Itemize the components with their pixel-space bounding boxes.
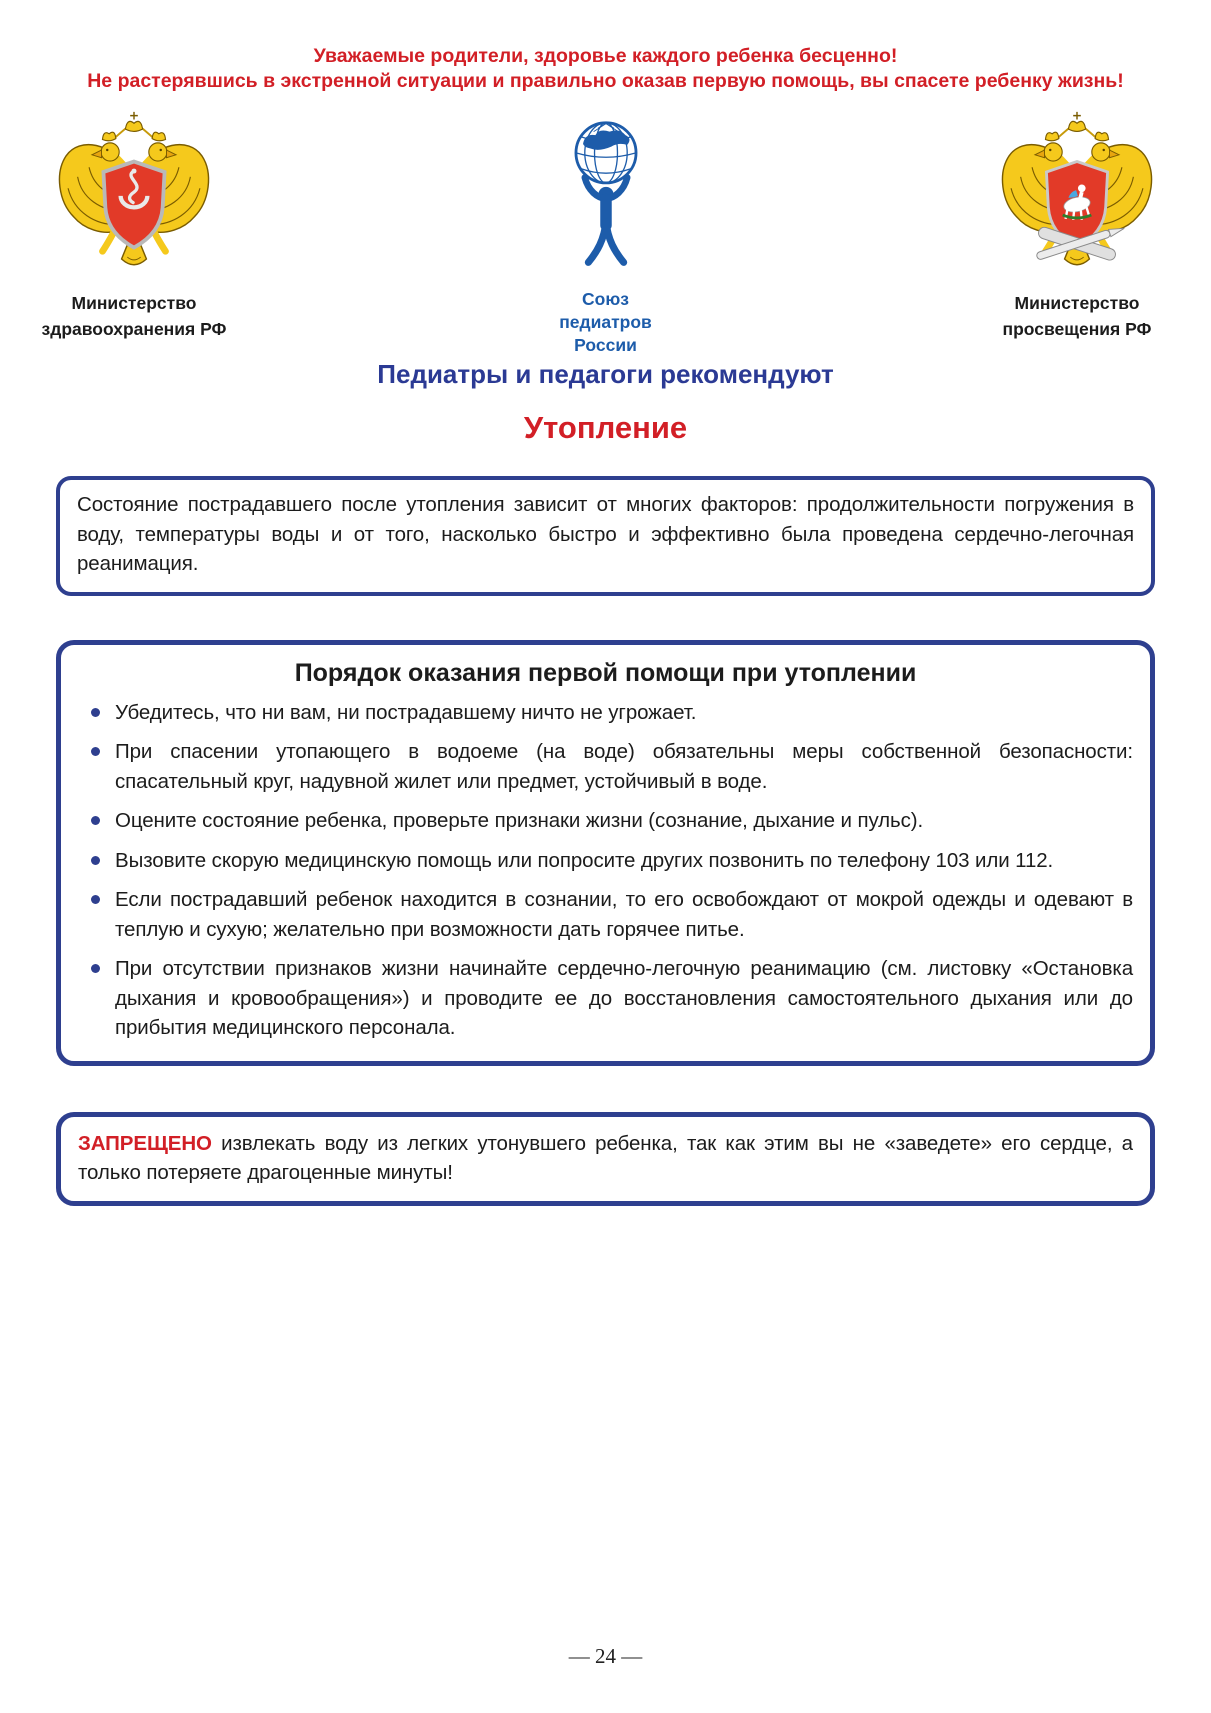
- warning-text: [78, 1129, 1133, 1188]
- list-item-text: Оцените состояние ребенка, проверьте признаки жизни (сознание, дыхание и пульс).: [115, 809, 924, 832]
- list-item: [78, 885, 1133, 944]
- page-title: Утопление: [523, 410, 688, 445]
- list-item: [78, 806, 1133, 836]
- list-item: [78, 954, 1133, 1043]
- first-aid-steps-list: [78, 698, 1133, 1043]
- health-ministry-label: Министерство здравоохранения РФ: [41, 293, 227, 339]
- list-item: [78, 846, 1133, 876]
- bullet-icon: [91, 895, 100, 904]
- pediatric-union-logo-icon: [553, 108, 659, 286]
- subtitle: Педиатры и педагоги рекомендуют: [377, 359, 834, 389]
- parents-note: [0, 44, 1211, 94]
- page-number: — 24 —: [568, 1644, 643, 1668]
- org-pediatric-union: [268, 108, 943, 357]
- list-item-text: При спасении утопающего в водоеме (на воде) обязательны меры собственной безопасности: спасательный круг, надувной жилет или предмет, устойчивый в воде.: [115, 740, 1133, 793]
- education-ministry-label: Министерство просвещения РФ: [1002, 293, 1152, 339]
- bullet-icon: [91, 708, 100, 717]
- forbidden-label: ЗАПРЕЩЕНО: [78, 1131, 212, 1155]
- list-item-text: Убедитесь, что ни вам, ни пострадавшему ничто не угрожает.: [115, 700, 697, 724]
- bullet-icon: [91, 964, 100, 973]
- bullet-icon: [91, 816, 100, 825]
- organisations-row: [0, 108, 1211, 357]
- org-health-ministry: [0, 108, 268, 342]
- warning-box: [56, 1112, 1155, 1206]
- health-ministry-emblem-icon: [50, 108, 218, 280]
- intro-box: [56, 476, 1155, 596]
- list-item-text: Если пострадавший ребенок находится в сознании, то его освобождают от мокрой одежды и одевают в теплую и сухую; желательно при возможности дать горячее питье.: [115, 888, 1133, 941]
- list-item: [78, 737, 1133, 796]
- education-ministry-emblem-icon: [993, 108, 1161, 280]
- org-education-ministry: [943, 108, 1211, 342]
- first-aid-box: [56, 640, 1155, 1066]
- note-line1: Уважаемые родители, здоровье каждого ребенка бесценно!: [313, 45, 898, 67]
- warning-body: извлекать воду из легких утонувшего ребенка, так как этим вы не «заведете» его сердце, а только потеряете драгоценные минуты!: [78, 1131, 1133, 1184]
- list-item-text: При отсутствии признаков жизни начинайте сердечно-легочную реанимацию (см. листовку «Остановка дыхания и кровообращения») и проводите ее до восстановления самостоятельного дыхания или до прибытия медицинского персонала.: [115, 957, 1133, 1039]
- pediatric-union-label: Союз педиатров России: [559, 289, 652, 355]
- list-item: [78, 698, 1133, 728]
- note-line2: Не растерявшись в экстренной ситуации и правильно оказав первую помощь, вы спасете ребенку жизнь!: [87, 70, 1124, 92]
- intro-text: Состояние пострадавшего после утопления зависит от многих факторов: продолжительности погружения в воду, температуры воды и от того, насколько быстро и эффективно была проведена сердечно-легочная реанимация.: [77, 493, 1134, 575]
- list-item-text: Вызовите скорую медицинскую помощь или попросите других позвонить по телефону 103 или 112.: [115, 848, 1054, 872]
- steps-title: Порядок оказания первой помощи при утоплении: [294, 658, 917, 687]
- bullet-icon: [91, 856, 100, 865]
- bullet-icon: [91, 747, 100, 756]
